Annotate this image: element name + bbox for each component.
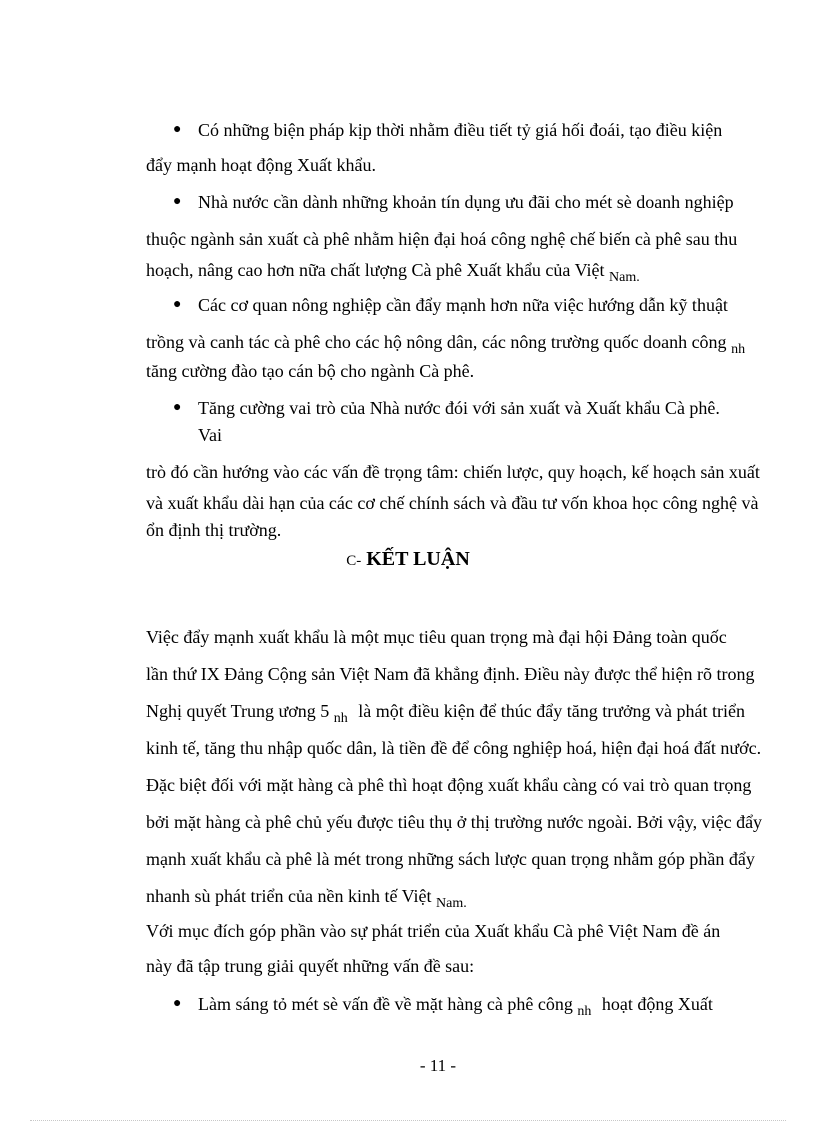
- bullet-4-line-1: Tăng cường vai trò của Nhà nước đói với sản xuất và Xuất khẩu Cà phê.: [198, 398, 720, 418]
- bullet-3-marker: ●: [173, 297, 182, 312]
- section-heading-prefix: C-: [346, 553, 362, 569]
- bullet-4-line-4: ổn định thị trường.: [146, 520, 282, 540]
- bullet-2-line-3-sub: Nam.: [609, 270, 640, 285]
- paragraph-1-line-6: bởi mặt hàng cà phê chủ yếu được tiêu thụ ở thị trường nước ngoài. Bởi vậy, việc đẩy: [146, 812, 763, 832]
- paragraph-1-line-1: Việc đẩy mạnh xuất khẩu là một mục tiêu quan trọng mà đại hội Đảng toàn quốc: [146, 627, 727, 647]
- bullet-5-line-1-a: Làm sáng tỏ mét sè vấn đề về mặt hàng cà phê công: [198, 994, 573, 1014]
- bullet-2-line-2: thuộc ngành sản xuất cà phê nhằm hiện đại hoá công nghệ chế biến cà phê sau thu: [146, 229, 738, 249]
- bullet-3-line-1: Các cơ quan nông nghiệp cần đẩy mạnh hơn nữa việc hướng dẫn kỹ thuật: [198, 295, 728, 315]
- bullet-3-line-3: tăng cường đào tạo cán bộ cho ngành Cà phê.: [146, 361, 475, 381]
- paragraph-1-line-7: mạnh xuất khẩu cà phê là mét trong những sách lược quan trọng nhằm góp phần đẩy: [146, 849, 755, 869]
- paragraph-1-line-4: kinh tế, tăng thu nhập quốc dân, là tiền đề để công nghiệp hoá, hiện đại hoá đất nước.: [146, 738, 762, 758]
- page-number: - 11 -: [419, 1056, 457, 1075]
- paragraph-1-line-8-sub: Nam.: [436, 896, 467, 911]
- paragraph-2-line-2: này đã tập trung giải quyết những vấn đề sau:: [146, 956, 475, 976]
- paragraph-1-line-3-a: Nghị quyết Trung ương 5: [146, 701, 330, 721]
- paragraph-1-line-2: lần thứ IX Đảng Cộng sản Việt Nam đã khẳng định. Điều này được thể hiện rõ trong: [146, 664, 755, 684]
- bullet-5-line-1-b: hoạt động Xuất: [601, 994, 713, 1014]
- bullet-4-line-2: trò đó cần hướng vào các vấn đề trọng tâm: chiến lược, quy hoạch, kế hoạch sản xuất: [146, 462, 760, 482]
- bullet-2-line-3-text: hoạch, nâng cao hơn nữa chất lượng Cà phê Xuất khẩu của Việt: [146, 260, 605, 280]
- paragraph-2-line-1: Với mục đích góp phần vào sự phát triển của Xuất khẩu Cà phê Việt Nam đề án: [146, 921, 721, 941]
- footer-divider: [30, 1120, 786, 1121]
- bullet-5-marker: ●: [173, 996, 182, 1011]
- section-heading: [0, 546, 816, 574]
- paragraph-1-line-3: [146, 700, 745, 730]
- paragraph-1-line-3-sub: nh: [333, 711, 348, 726]
- bullet-4-marker: ●: [173, 400, 182, 415]
- bullet-2-line-3: [146, 259, 640, 289]
- bullet-3-line-2: [146, 331, 745, 361]
- bullet-1-line-1: Có những biện pháp kịp thời nhằm điều tiết tỷ giá hối đoái, tạo điều kiện: [198, 120, 723, 140]
- bullet-5-line-1: [198, 993, 713, 1023]
- bullet-1-marker: ●: [173, 122, 182, 137]
- bullet-2-marker: ●: [173, 194, 182, 209]
- paragraph-1-line-8: [146, 885, 467, 915]
- bullet-4-line-3: và xuất khẩu dài hạn của các cơ chế chính sách và đầu tư vốn khoa học công nghệ và: [146, 493, 759, 513]
- section-heading-title: KẾT LUẬN: [366, 548, 470, 570]
- paragraph-1-line-8-text: nhanh sù phát triển của nền kinh tế Việt: [146, 886, 432, 906]
- bullet-1-line-2: đẩy mạnh hoạt động Xuất khẩu.: [146, 155, 376, 175]
- bullet-5-line-1-sub: nh: [577, 1004, 592, 1019]
- paragraph-1-line-5: Đặc biệt đối với mặt hàng cà phê thì hoạt động xuất khẩu càng có vai trò quan trọng: [146, 775, 752, 795]
- bullet-4-line-1b: Vai: [198, 425, 222, 445]
- bullet-3-line-2-sub: nh: [731, 342, 746, 357]
- bullet-2-line-1: Nhà nước cần dành những khoản tín dụng ưu đãi cho mét sè doanh nghiệp: [198, 192, 734, 212]
- bullet-3-line-2-text: trồng và canh tác cà phê cho các hộ nông dân, các nông trường quốc doanh công: [146, 332, 727, 352]
- paragraph-1-line-3-b: là một điều kiện để thúc đẩy tăng trưởng và phát triển: [358, 701, 745, 721]
